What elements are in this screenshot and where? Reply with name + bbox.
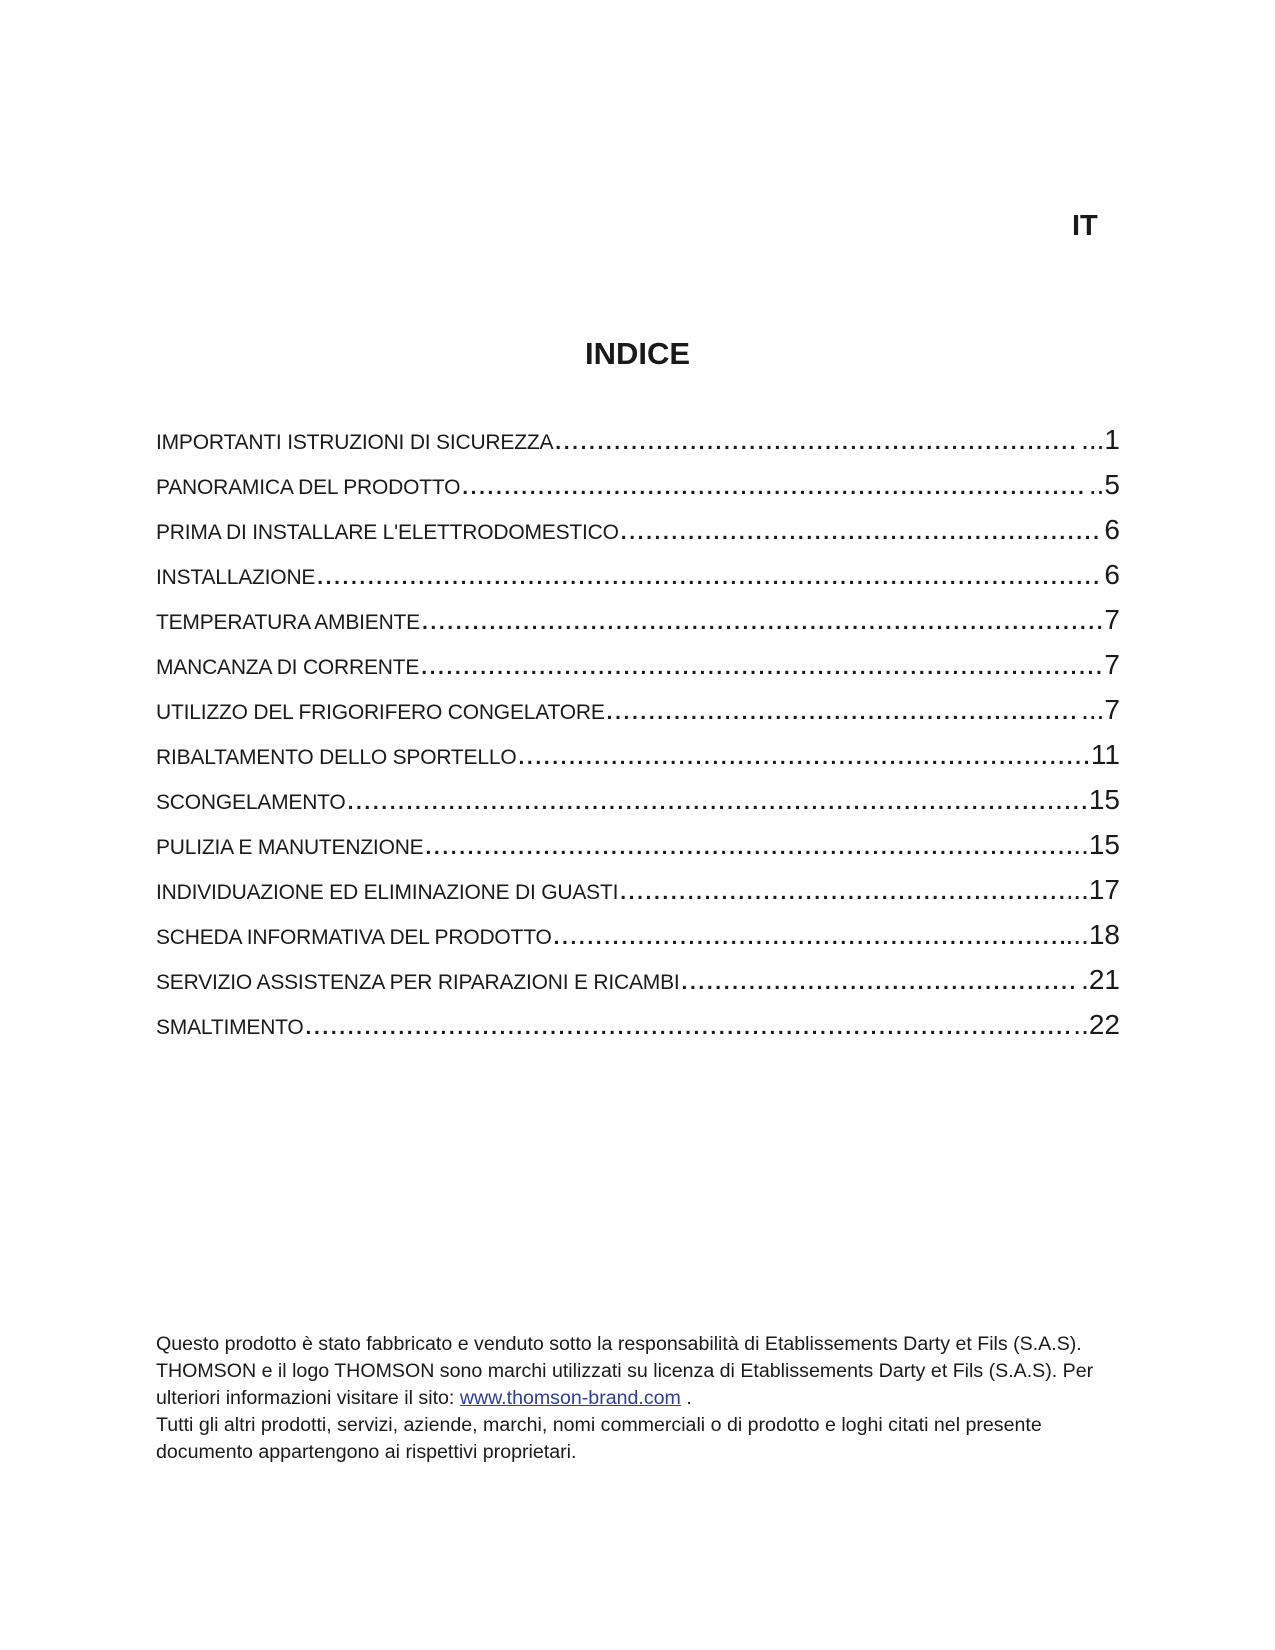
dot-leader — [621, 521, 1103, 545]
dot-leader — [317, 566, 1102, 590]
table-of-contents — [156, 424, 1120, 1054]
toc-entry-page: 15 — [1088, 784, 1120, 815]
toc-entry-label: INSTALLAZIONE — [156, 566, 316, 589]
toc-entry-label: INDIVIDUAZIONE ED ELIMINAZIONE DI GUASTI — [156, 881, 619, 904]
dot-leader — [620, 881, 1071, 905]
language-code: IT — [1072, 210, 1098, 242]
toc-entry — [156, 874, 1120, 919]
dot-leader — [607, 701, 1079, 725]
trademark-notice: Tutti gli altri prodotti, servizi, aziende, marchi, nomi commerciali o di prodotto e loghi citati nel presente documento appartengono ai rispettivi proprietari. — [156, 1414, 1042, 1463]
dot-leader — [555, 431, 1079, 455]
legal-notice-text: Questo prodotto è stato fabbricato e venduto sotto la responsabilità di Etablissements Darty et Fils (S.A.S). THOMSON e il logo THOMSON sono marchi utilizzati su licenza di Etablissements Darty et Fils (S.A.S). Per ulteriori informazioni visitare il sito: — [156, 1333, 1094, 1409]
toc-entry-label: SCONGELAMENTO — [156, 791, 346, 814]
brand-website-link[interactable]: www.thomson-brand.com — [459, 1387, 681, 1409]
toc-entry-label: UTILIZZO DEL FRIGORIFERO CONGELATORE — [156, 701, 605, 724]
toc-entry — [156, 739, 1120, 784]
toc-entry-page: 6 — [1104, 559, 1120, 590]
dot-leader — [518, 746, 1088, 770]
toc-entry-page: ..15 — [1073, 829, 1120, 860]
toc-entry-label: MANCANZA DI CORRENTE — [156, 656, 420, 679]
toc-entry-label: RIBALTAMENTO DELLO SPORTELLO — [156, 746, 517, 769]
toc-entry-label: SCHEDA INFORMATIVA DEL PRODOTTO — [156, 926, 552, 949]
toc-entry-page: ...18 — [1065, 919, 1120, 950]
toc-entry — [156, 919, 1120, 964]
dot-leader — [425, 836, 1071, 860]
toc-entry-page: 6 — [1104, 514, 1120, 545]
toc-entry-page: ..5 — [1088, 469, 1120, 500]
dot-leader — [462, 476, 1087, 500]
toc-entry-label: PULIZIA E MANUTENZIONE — [156, 836, 424, 859]
toc-entry-page: 7 — [1104, 604, 1120, 635]
toc-entry-page: ..17 — [1073, 874, 1120, 905]
toc-entry-page: ..22 — [1073, 1009, 1120, 1040]
toc-entry — [156, 784, 1120, 829]
dot-leader — [682, 971, 1080, 995]
legal-notice-paragraph — [156, 1331, 1124, 1412]
toc-entry-label: SERVIZIO ASSISTENZA PER RIPARAZIONI E RICAMBI — [156, 971, 680, 994]
toc-entry — [156, 694, 1120, 739]
toc-entry-label: TEMPERATURA AMBIENTE — [156, 611, 420, 634]
toc-entry-page: 11 — [1090, 739, 1120, 770]
dot-leader — [554, 926, 1064, 950]
toc-entry — [156, 469, 1120, 514]
toc-entry-page: ...1 — [1081, 424, 1120, 455]
toc-entry — [156, 559, 1120, 604]
toc-entry-page: .21 — [1081, 964, 1120, 995]
dot-leader — [306, 1016, 1072, 1040]
toc-entry — [156, 424, 1120, 469]
toc-entry — [156, 514, 1120, 559]
dot-leader — [422, 611, 1102, 635]
page-title: INDICE — [584, 336, 691, 371]
toc-entry — [156, 604, 1120, 649]
toc-entry — [156, 964, 1120, 1009]
toc-entry-label: SMALTIMENTO — [156, 1016, 304, 1039]
toc-entry-label: PANORAMICA DEL PRODOTTO — [156, 476, 461, 499]
toc-entry-page: 7 — [1104, 649, 1120, 680]
toc-entry — [156, 1009, 1120, 1054]
toc-entry — [156, 829, 1120, 874]
legal-notice — [156, 1331, 1124, 1466]
dot-leader — [348, 791, 1087, 815]
toc-entry — [156, 649, 1120, 694]
legal-notice-link-suffix: . — [680, 1387, 692, 1409]
dot-leader — [421, 656, 1102, 680]
toc-entry-label: IMPORTANTI ISTRUZIONI DI SICUREZZA — [156, 431, 554, 454]
toc-entry-page: ...7 — [1081, 694, 1120, 725]
toc-entry-label: PRIMA DI INSTALLARE L'ELETTRODOMESTICO — [156, 521, 619, 544]
